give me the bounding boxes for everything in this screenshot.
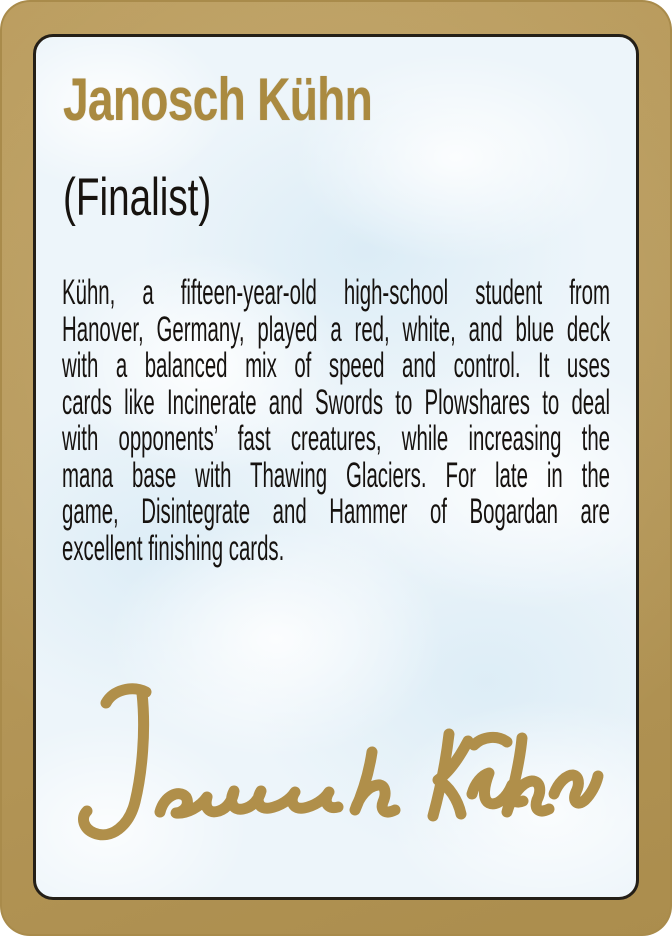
bio-line: with opponents’ fast creatures, while increasing the [62,419,611,458]
bio-paragraph [62,275,610,567]
card-face [33,34,639,900]
bio-line: game, Disintegrate and Hammer of Bogardan are [62,492,611,531]
bio-line: with a balanced mix of speed and control. It uses [62,346,611,385]
bio-line: Hanover, Germany, played a red, white, and blue deck [62,309,611,349]
bio-line: Kühn, a fifteen-year-old high-school student from [62,273,611,312]
player-name-title: Janosch Kühn [63,66,373,133]
finalist-subtitle: (Finalist) [63,168,212,227]
bio-line: cards like Incinerate and Swords to Plowshares to deal [62,382,611,422]
bio-line: mana base with Thawing Glaciers. For late in the [62,455,611,495]
bio-line: excellent finishing cards. [62,528,285,568]
